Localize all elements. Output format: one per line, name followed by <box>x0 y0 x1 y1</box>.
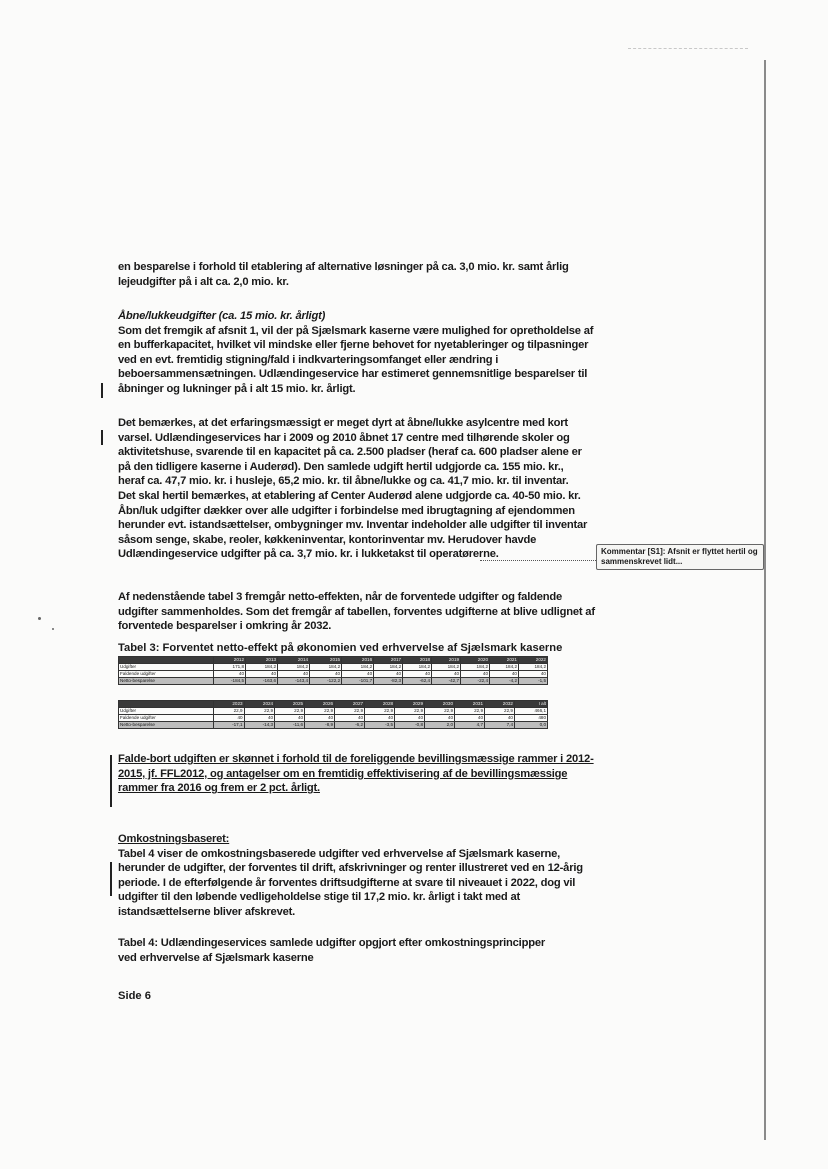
paragraph-1 <box>118 260 588 289</box>
page-number: Side 6 <box>118 990 151 1002</box>
table-cell: -22,4 <box>461 678 490 685</box>
text-line: beboersammensætningen. Udlændingeservice har estimeret gennemsnitlige besparelser til <box>118 368 588 381</box>
text-line: en besparelse i forhold til etablering af alternative løsninger på ca. 3,0 mio. kr. samt årlig <box>118 261 569 273</box>
table-cell: 40 <box>335 715 365 722</box>
table-row-label: Udgifter <box>119 664 214 671</box>
table-cell: 40 <box>365 715 395 722</box>
text-line: Af nedenstående tabel 3 fremgår netto-effekten, når de forventede udgifter og faldende <box>118 591 563 603</box>
table-cell: 22,9 <box>365 708 395 715</box>
table-header-cell: 2021 <box>490 657 519 664</box>
text-line: istandsættelserne bliver afskrevet. <box>118 905 296 918</box>
table-cell: 40 <box>425 715 455 722</box>
table-row-label: Netto-besparelse <box>119 722 214 729</box>
text-line: lejeudgifter på i alt ca. 2,0 mio. kr. <box>118 275 289 288</box>
table-cell: 40 <box>214 715 245 722</box>
table-cell: -42,7 <box>432 678 461 685</box>
scan-speck <box>52 628 54 630</box>
table-header-cell <box>119 657 214 664</box>
table-cell: -163,6 <box>246 678 278 685</box>
table-cell: 40 <box>244 715 275 722</box>
table-row-label: Udgifter <box>119 708 214 715</box>
table-cell: 40 <box>275 715 305 722</box>
text-line: forventede besparelser i omkring år 2032. <box>118 620 332 633</box>
table-header-cell: 2025 <box>275 701 305 708</box>
table-header-cell: 2031 <box>455 701 485 708</box>
table-3-title: Tabel 3: Forventet netto-effekt på økonomien ved erhvervelse af Sjælsmark kaserne <box>118 642 563 654</box>
table-cell: 40 <box>246 671 278 678</box>
text-line: Udlændingeservice udgifter på ca. 3,7 mio. kr. i lukketakst til operatørerne. <box>118 548 499 561</box>
table-cell: -3,5 <box>365 722 395 729</box>
table-cell: -82,3 <box>374 678 403 685</box>
table-row <box>119 678 548 685</box>
table-row-label: Faldende udgifter <box>119 671 214 678</box>
table-row-label: Netto-besparelse <box>119 678 214 685</box>
text-line: ved erhvervelse af Sjælsmark kaserne <box>118 951 314 964</box>
table-3-part-b <box>118 700 548 729</box>
table-header-row <box>119 657 548 664</box>
table-header-cell: 2015 <box>310 657 342 664</box>
table-cell: 40 <box>278 671 310 678</box>
change-bar <box>101 383 103 398</box>
comment-leader-line <box>480 560 596 561</box>
change-bar <box>110 755 112 807</box>
table-header-cell: 2032 <box>485 701 515 708</box>
table-row <box>119 664 548 671</box>
table-cell: -1,5 <box>519 678 548 685</box>
table-cell: 40 <box>342 671 374 678</box>
table-cell: -122,2 <box>310 678 342 685</box>
table-cell: 184,2 <box>490 664 519 671</box>
table-cell: 40 <box>395 715 425 722</box>
text-line: Tabel 4 viser de omkostningsbaserede udgifter ved erhvervelse af Sjælsmark kaserne, <box>118 847 561 860</box>
table-cell: 184,2 <box>432 664 461 671</box>
text-line: Det bemærkes, at det erfaringsmæssigt er meget dyrt at åbne/lukke asylcentre med kort <box>118 417 568 429</box>
table-cell: -6,2 <box>335 722 365 729</box>
table-cell: 480 <box>515 715 548 722</box>
text-line: udgifter til den løbende vedligeholdelse stige til 17,2 mio. kr. årligt i takt med at <box>118 891 521 904</box>
table-header-cell: 2018 <box>403 657 432 664</box>
table-header-cell: 2019 <box>432 657 461 664</box>
table-cell: 184,2 <box>461 664 490 671</box>
table-cell: 40 <box>374 671 403 678</box>
table-cell: -11,6 <box>275 722 305 729</box>
table-cell: 22,9 <box>305 708 335 715</box>
table-cell: 22,9 <box>275 708 305 715</box>
table-cell: -17,1 <box>214 722 245 729</box>
text-line: periode. I de efterfølgende år forventes driftsudgifterne at svare til niveauet i 2022, dog vil <box>118 876 576 889</box>
table-cell: 22,9 <box>214 708 245 715</box>
table-cell: 40 <box>310 671 342 678</box>
text-line: aktivitetshuse, svarende til en kapacitet på ca. 2.500 pladser (heraf ca. 600 pladser alene er <box>118 446 582 459</box>
table-cell: 466,1 <box>515 708 548 715</box>
table-cell: 22,9 <box>395 708 425 715</box>
text-line: varsel. Udlændingeservices har i 2009 og 2010 åbnet 17 centre med tilhørende skoler og <box>118 431 570 444</box>
scan-speck <box>38 617 41 620</box>
text-line: Tabel 4: Udlændingeservices samlede udgifter opgjort efter omkostningsprincipper <box>118 937 546 949</box>
text-line: herunder de udgifter, der forventes til drift, afskrivninger og renter illustreret ved en 12-årig <box>118 862 583 875</box>
text-line: en bufferkapacitet, hvilket vil mindske eller fjerne behovet for nyetableringer og tilpasninger <box>118 339 589 352</box>
text-line: på den tidligere kaserne i Auderød). Den samlede udgift hertil udgjorde ca. 155 mio. kr., <box>118 460 564 473</box>
table-header-cell: 2013 <box>246 657 278 664</box>
table-header-cell <box>119 701 214 708</box>
text-line: herunder evt. istandsættelser, ombygninger mv. Inventar indeholder alle udgifter til inventar <box>118 519 588 532</box>
table-header-cell: 2017 <box>374 657 403 664</box>
table-cell: 2,0 <box>425 722 455 729</box>
table-header-row <box>119 701 548 708</box>
table-cell: 40 <box>305 715 335 722</box>
table-cell: 184,2 <box>310 664 342 671</box>
table-header-cell: I alt <box>515 701 548 708</box>
text-line: åbninger og lukninger på i alt 15 mio. kr. årligt. <box>118 382 356 395</box>
text-line: såsom senge, skabe, reoler, køkkeninventar, kontorinventar mv. Herudover havde <box>118 533 537 546</box>
table-header-cell: 2030 <box>425 701 455 708</box>
table-cell: 7,4 <box>485 722 515 729</box>
table-cell: -8,9 <box>305 722 335 729</box>
table-header-cell: 2024 <box>244 701 275 708</box>
table-cell: 40 <box>485 715 515 722</box>
paragraph-6 <box>118 832 588 920</box>
table-row <box>119 715 548 722</box>
text-line: 2015, jf. FFL2012, og antagelser om en fremtidig effektivisering af de bevillingsmæssige <box>118 767 568 780</box>
text-line: rammer fra 2016 og frem er 2 pct. årligt. <box>118 782 320 795</box>
text-line: Som det fremgik af afsnit 1, vil der på Sjælsmark kaserne være mulighed for opretholdelse af <box>118 324 594 337</box>
table-3-part-a <box>118 656 548 685</box>
table-cell: 22,9 <box>244 708 275 715</box>
table-cell: 40 <box>455 715 485 722</box>
paragraph-4 <box>118 590 595 634</box>
text-line: udgifter sammenholdes. Som det fremgår af tabellen, forventes udgifterne at blive udlignet af <box>118 605 595 618</box>
table-cell: 40 <box>461 671 490 678</box>
table-cell: -0,8 <box>395 722 425 729</box>
table-cell: 184,2 <box>403 664 432 671</box>
table-cell: 184,2 <box>342 664 374 671</box>
table-cell: 184,2 <box>374 664 403 671</box>
review-comment[interactable]: Kommentar [S1]: Afsnit er flyttet hertil og sammenskrevet lidt... <box>596 544 764 570</box>
table-cell: 171,8 <box>214 664 246 671</box>
table-row <box>119 671 548 678</box>
table-header-cell: 2027 <box>335 701 365 708</box>
text-line: ved en evt. fremtidig stigning/fald i indkvarteringsomfanget eller ændring i <box>118 353 499 366</box>
table-header-cell: 2014 <box>278 657 310 664</box>
table-cell: -62,4 <box>403 678 432 685</box>
table-header-cell: 2020 <box>461 657 490 664</box>
table-4-title <box>118 936 588 965</box>
table-cell: 22,9 <box>485 708 515 715</box>
table-cell: 184,2 <box>246 664 278 671</box>
section-heading: Åbne/lukkeudgifter (ca. 15 mio. kr. årligt) <box>118 310 326 322</box>
table-header-cell: 2022 <box>519 657 548 664</box>
table-cell: 40 <box>490 671 519 678</box>
scan-top-dash <box>628 48 748 49</box>
table-header-cell: 2023 <box>214 701 245 708</box>
table-cell: 40 <box>432 671 461 678</box>
table-row <box>119 708 548 715</box>
table-cell: 22,9 <box>335 708 365 715</box>
table-header-cell: 2026 <box>305 701 335 708</box>
text-line: heraf ca. 47,7 mio. kr. i husleje, 65,2 mio. kr. til åbne/lukke og ca. 41,7 mio. kr. til inventar. <box>118 475 569 488</box>
text-line: Det skal hertil bemærkes, at etablering af Center Auderød alene udgjorde ca. 40-50 mio. kr. <box>118 489 581 502</box>
table-cell: 4,7 <box>455 722 485 729</box>
scan-edge-line <box>764 60 766 1140</box>
table-header-cell: 2028 <box>365 701 395 708</box>
table-row <box>119 722 548 729</box>
table-cell: 22,9 <box>425 708 455 715</box>
text-line: Falde-bort udgiften er skønnet i forhold til de foreliggende bevillingsmæssige rammer i 2012- <box>118 753 594 765</box>
table-cell: -4,2 <box>490 678 519 685</box>
table-cell: 184,2 <box>278 664 310 671</box>
paragraph-2 <box>118 309 594 397</box>
table-cell: 40 <box>403 671 432 678</box>
table-cell: -101,7 <box>342 678 374 685</box>
paragraph-5 <box>118 752 594 796</box>
text-line: Åbn/luk udgifter dækker over alle udgifter i forbindelse med ibrugtagning af ejendommen <box>118 504 575 517</box>
table-cell: -143,4 <box>278 678 310 685</box>
omk-heading: Omkostningsbaseret: <box>118 833 230 845</box>
table-row-label: Faldende udgifter <box>119 715 214 722</box>
table-header-cell: 2029 <box>395 701 425 708</box>
table-cell: 40 <box>519 671 548 678</box>
table-header-cell: 2012 <box>214 657 246 664</box>
table-header-cell: 2016 <box>342 657 374 664</box>
table-cell: 40 <box>214 671 246 678</box>
table-cell: 0,0 <box>515 722 548 729</box>
change-bar <box>101 430 103 445</box>
change-bar <box>110 862 112 896</box>
table-cell: 22,9 <box>455 708 485 715</box>
paragraph-3 <box>118 416 588 562</box>
table-cell: 184,2 <box>519 664 548 671</box>
table-cell: -14,3 <box>244 722 275 729</box>
table-cell: -184,5 <box>214 678 246 685</box>
